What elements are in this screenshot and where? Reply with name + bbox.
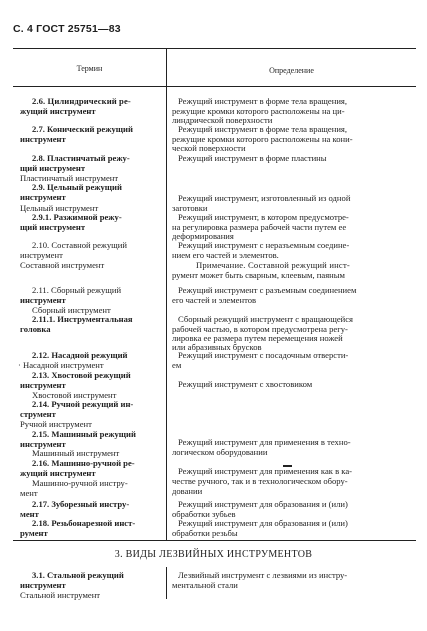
def-2-7-line3: ческой поверхности xyxy=(172,143,246,153)
def-2-13-line1: Режущий инструмент с хвостовиком xyxy=(178,379,313,389)
def-2-18-line1: Режущий инструмент для образования и (или) xyxy=(178,518,348,528)
def-2-11-1-line2: рабочей частью, в котором предусмотрена регу- xyxy=(172,324,348,334)
term-2-16-synonym-cont: мент xyxy=(20,488,38,498)
term-2-14: 2.14. Ручной режущий ин- xyxy=(32,399,134,409)
def-2-16-line1: Режущий инструмент для применения как в ка- xyxy=(178,466,353,476)
def-2-17-line1: Режущий инструмент для образования и (или) xyxy=(178,499,348,509)
def-2-11-1-line3: лировка ее размера путем перемещения ножей xyxy=(172,333,343,343)
def-2-9-1-line1: Режущий инструмент, в котором предусмотре- xyxy=(178,212,349,222)
table-column-divider xyxy=(166,48,167,540)
def-2-10-note-line1: Примечание. Составной режущий инст- xyxy=(196,260,350,270)
term-2-11-1: 2.11.1. Инструментальная xyxy=(32,314,133,324)
term-2-17-cont: мент xyxy=(20,509,39,519)
term-2-11-1-cont: головка xyxy=(20,324,51,334)
column-header-term: Термин xyxy=(76,64,103,73)
term-2-13-cont: инструмент xyxy=(20,380,66,390)
term-2-10: 2.10. Составной режущий xyxy=(32,240,127,250)
term-2-9: 2.9. Цельный режущий xyxy=(32,182,122,192)
def-2-15-line2: логическом оборудовании xyxy=(172,447,268,457)
term-2-10-synonym: Составной инструмент xyxy=(20,260,105,270)
term-2-12-synonym: · Насадной инструмент xyxy=(18,360,104,370)
term-2-9-synonym: Цельный инструмент xyxy=(20,203,99,213)
table-header-rule xyxy=(13,86,416,87)
def-2-12-line2: ем xyxy=(172,360,182,370)
def-2-7-line1: Режущий инструмент в форме тела вращения, xyxy=(178,124,348,134)
term-2-11-synonym: Сборный инструмент xyxy=(32,305,111,315)
column-header-definition: Определение xyxy=(269,66,314,75)
term-2-6: 2.6. Цилиндрический ре- xyxy=(32,96,131,106)
def-2-11-line1: Режущий инструмент с разъемным соединением xyxy=(178,285,357,295)
def-2-9-1-line3: деформирования xyxy=(172,231,234,241)
def-2-9-line2: заготовки xyxy=(172,203,208,213)
def-2-11-1-line4: или абразивных брусков xyxy=(172,342,262,352)
def-2-9-line1: Режущий инструмент, изготовленный из одной xyxy=(178,193,351,203)
section-3-heading: 3. ВИДЫ ЛЕЗВИЙНЫХ ИНСТРУМЕНТОВ xyxy=(114,549,313,560)
def-2-10-line1: Режущий инструмент с неразъемным соедине- xyxy=(178,240,350,250)
def-2-6-line3: линдрической поверхности xyxy=(172,115,273,125)
term-2-16-synonym: Машинно-ручной инстру- xyxy=(32,478,128,488)
def-2-17-line2: обработки зубьев xyxy=(172,509,236,519)
term-2-15-synonym: Машинный инструмент xyxy=(32,448,120,458)
table-top-rule xyxy=(13,48,416,49)
def-2-11-1-line1: Сборный режущий инструмент с вращающейся xyxy=(178,314,354,324)
term-2-14-cont: струмент xyxy=(20,409,56,419)
term-2-18: 2.18. Резьбонарезной инст- xyxy=(32,518,136,528)
term-2-16: 2.16. Машинно-ручной ре- xyxy=(32,458,135,468)
term-2-8-cont: щий инструмент xyxy=(20,163,86,173)
term-2-9-1: 2.9.1. Разжимной режу- xyxy=(32,212,122,222)
term-2-7-cont: инструмент xyxy=(20,134,66,144)
term-2-13-synonym: Хвостовой инструмент xyxy=(32,390,117,400)
def-2-8-line1: Режущий инструмент в форме пластины xyxy=(178,153,327,163)
def-2-15-line1: Режущий инструмент для применения в техно- xyxy=(178,437,351,447)
def-2-7-line2: режущие кромки которого расположены на кони- xyxy=(172,134,353,144)
def-2-10-note-line2: румент может быть сварным, клеевым, паяным xyxy=(172,270,345,280)
def-2-12-line1: Режущий инструмент с посадочным отверсти- xyxy=(178,350,349,360)
term-2-16-cont: жущий инструмент xyxy=(20,468,96,478)
table-bottom-rule xyxy=(13,540,416,541)
term-3-1-cont: инструмент xyxy=(20,580,66,590)
term-2-13: 2.13. Хвостовой режущий xyxy=(32,370,131,380)
term-2-15-cont: инструмент xyxy=(20,439,66,449)
def-3-1-line1: Лезвийный инструмент с лезвиями из инстру- xyxy=(178,570,348,580)
term-3-1-synonym: Стальной инструмент xyxy=(20,590,101,600)
def-2-16-line3: довании xyxy=(172,486,203,496)
def-2-18-line2: обработки резьбы xyxy=(172,528,238,538)
section-column-divider xyxy=(166,567,167,599)
term-2-8: 2.8. Пластинчатый режу- xyxy=(32,153,130,163)
term-2-9-1-cont: щий инструмент xyxy=(20,222,86,232)
def-2-11-line2: его частей и элементов xyxy=(172,295,257,305)
def-2-16-line2: честве ручного, так и в технологическом обору- xyxy=(172,476,348,486)
term-2-15: 2.15. Машинный режущий xyxy=(32,429,136,439)
term-2-7: 2.7. Конический режущий xyxy=(32,124,133,134)
def-2-9-1-line2: на регулировка размера рабочей части путем ее xyxy=(172,222,347,232)
def-2-10-line2: нием его частей и элементов. xyxy=(172,250,279,260)
term-2-12: 2.12. Насадной режущий xyxy=(32,350,128,360)
term-2-9-cont: инструмент xyxy=(20,192,66,202)
def-2-6-line2: режущие кромки которого расположены на ци- xyxy=(172,106,345,116)
term-2-11: 2.11. Сборный режущий xyxy=(32,285,122,295)
term-2-6-cont: жущий инструмент xyxy=(20,106,96,116)
term-2-14-synonym: Ручной инструмент xyxy=(20,419,92,429)
page-header: С. 4 ГОСТ 25751—83 xyxy=(13,23,121,35)
def-2-6-line1: Режущий инструмент в форме тела вращения, xyxy=(178,96,348,106)
term-3-1: 3.1. Стальной режущий xyxy=(32,570,124,580)
term-2-11-cont: инструмент xyxy=(20,295,66,305)
term-2-17: 2.17. Зуборезный инстру- xyxy=(32,499,130,509)
term-2-10-cont: инструмент xyxy=(20,250,63,260)
term-2-18-cont: румент xyxy=(20,528,48,538)
def-3-1-line2: ментальной стали xyxy=(172,580,238,590)
term-2-8-synonym: Пластинчатый инструмент xyxy=(20,173,119,183)
